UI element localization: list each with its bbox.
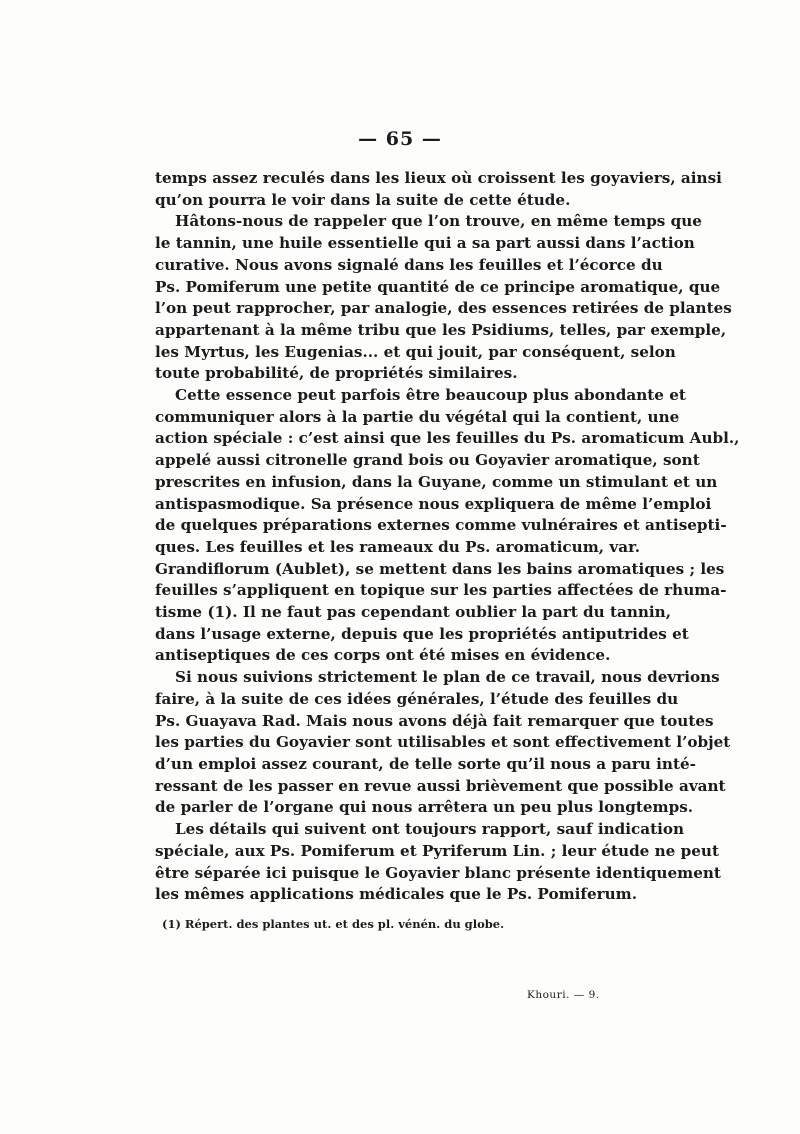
text-line: les parties du Goyavier sont utilisables et sont effectivement l’objet — [155, 733, 731, 752]
signature-mark: Khouri. — 9. — [527, 989, 600, 1001]
text-line: feuilles s’appliquent en topique sur les parties affectées de rhuma- — [155, 581, 727, 600]
text-line: Grandiflorum (Aublet), se mettent dans les bains aromatiques ; les — [155, 559, 725, 578]
text-line: les Myrtus, les Eugenias... et qui jouit, par conséquent, selon — [155, 342, 676, 361]
text-line: dans l’usage externe, depuis que les propriétés antiputrides et — [155, 624, 689, 643]
page-number: — 65 — — [358, 128, 442, 150]
text-line: de parler de l’organe qui nous arrêtera un peu plus longtemps. — [155, 798, 694, 817]
text-line: Ps. Guayava Rad. Mais nous avons déjà fait remarquer que toutes — [155, 711, 714, 730]
text-line: antispasmodique. Sa présence nous expliquera de même l’emploi — [155, 494, 712, 513]
text-line: ressant de les passer en revue aussi brièvement que possible avant — [155, 776, 726, 795]
text-line: Si nous suivions strictement le plan de ce travail, nous devrions — [175, 668, 720, 687]
text-line: curative. Nous avons signalé dans les feuilles et l’écorce du — [155, 255, 663, 274]
text-line: tisme (1). Il ne faut pas cependant oublier la part du tannin, — [155, 603, 672, 622]
footnote: (1) Répert. des plantes ut. et des pl. vénén. du globe. — [162, 917, 505, 931]
text-line: Hâtons-nous de rappeler que l’on trouve, en même temps que — [175, 212, 702, 231]
text-line: le tannin, une huile essentielle qui a sa part aussi dans l’action — [155, 234, 695, 253]
text-line: appartenant à la même tribu que les Psidiums, telles, par exemple, — [155, 320, 727, 339]
text-line: antiseptiques de ces corps ont été mises en évidence. — [155, 646, 611, 665]
text-line: prescrites en infusion, dans la Guyane, comme un stimulant et un — [155, 472, 718, 491]
text-line: faire, à la suite de ces idées générales, l’étude des feuilles du — [155, 689, 679, 708]
text-line: temps assez reculés dans les lieux où croissent les goyaviers, ainsi — [155, 169, 722, 187]
text-line: l’on peut rapprocher, par analogie, des essences retirées de plantes — [155, 299, 732, 318]
text-line: qu’on pourra le voir dans la suite de cette étude. — [155, 190, 571, 209]
text-line: ques. Les feuilles et les rameaux du Ps. aromaticum, var. — [155, 537, 640, 556]
text-line: de quelques préparations externes comme vulnéraires et antisepti- — [155, 516, 727, 535]
text-line: Ps. Pomiferum une petite quantité de ce principe aromatique, que — [155, 277, 721, 296]
text-line: appelé aussi citronelle grand bois ou Goyavier aromatique, sont — [155, 451, 700, 470]
text-line: d’un emploi assez courant, de telle sorte qu’il nous a paru inté- — [155, 754, 696, 773]
text-line: Les détails qui suivent ont toujours rapport, sauf indication — [175, 820, 685, 839]
text-line: action spéciale : c’est ainsi que les feuilles du Ps. aromaticum Aubl., — [155, 429, 740, 448]
text-line: spéciale, aux Ps. Pomiferum et Pyriferum Lin. ; leur étude ne peut — [155, 841, 719, 860]
body-text — [155, 168, 740, 906]
text-line: toute probabilité, de propriétés similaires. — [155, 364, 518, 383]
text-line: Cette essence peut parfois être beaucoup plus abondante et — [175, 386, 686, 405]
text-line: communiquer alors à la partie du végétal qui la contient, une — [155, 407, 680, 426]
text-line: être séparée ici puisque le Goyavier blanc présente identiquement — [155, 863, 721, 882]
text-line: les mêmes applications médicales que le Ps. Pomiferum. — [155, 885, 638, 904]
